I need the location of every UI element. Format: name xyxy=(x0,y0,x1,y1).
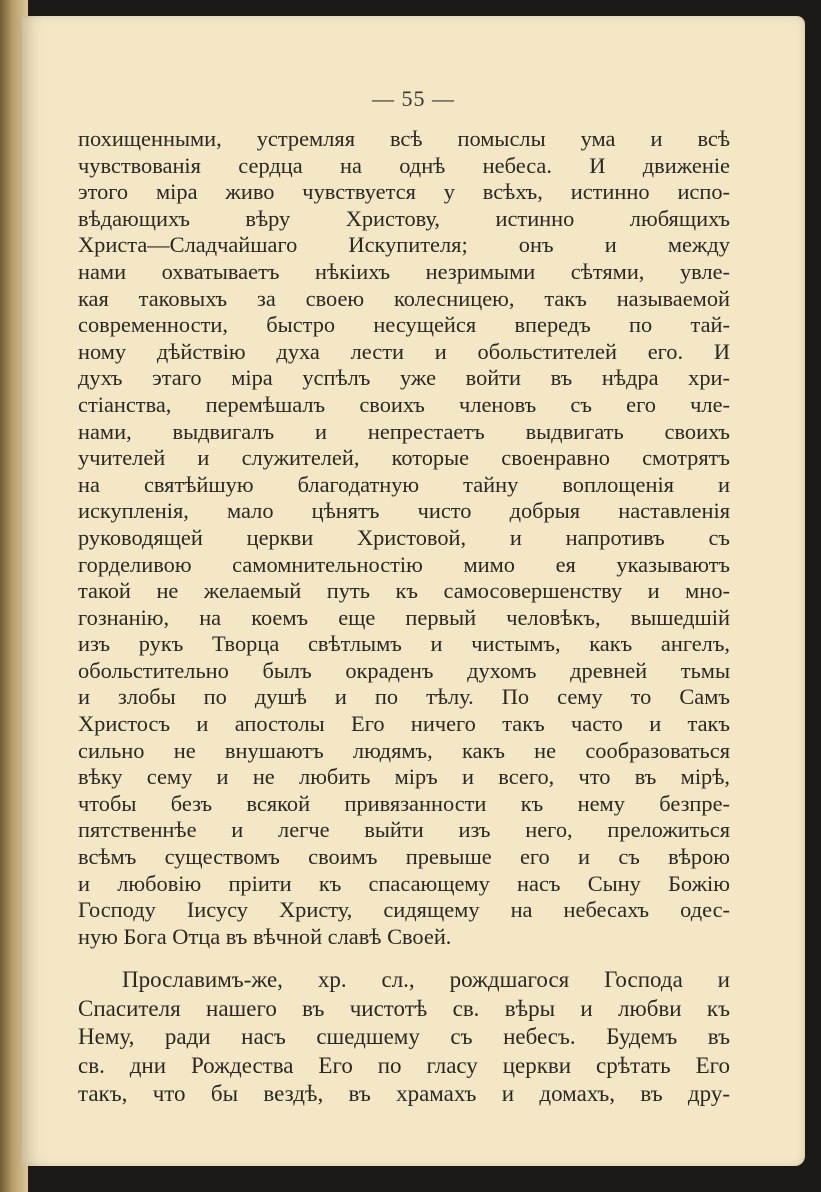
text-line: Прославимъ-же, хр. сл., рождшагося Господа и xyxy=(122,967,730,992)
text-line: ному дѣйствію духа лести и обольстителей его. И xyxy=(78,338,730,364)
text-line: обольстительно былъ окраденъ духомъ древней тьмы xyxy=(78,657,730,683)
text-line: вѣдающихъ вѣру Христову, истинно любящихъ xyxy=(78,205,730,231)
text-line: изъ рукъ Творца свѣтлымъ и чистымъ, какъ ангелъ, xyxy=(78,631,730,657)
text-line: этого міра живо чувствуется у всѣхъ, истинно испо- xyxy=(78,179,730,205)
text-line: и злобы по душѣ и по тѣлу. По сему то Самъ xyxy=(78,684,730,710)
text-line: на святѣйшую благодатную тайну воплощенія и xyxy=(78,471,730,497)
text-line: такой не желаемый путь къ самосовершенству и мно- xyxy=(78,578,730,604)
text-line: духъ этаго міра успѣлъ уже войти въ нѣдра хри- xyxy=(78,365,730,391)
text-line: и любовію пріити къ спасающему насъ Сыну Божію xyxy=(78,870,730,896)
text-line: Христа—Сладчайшаго Искупителя; онъ и между xyxy=(78,232,730,258)
text-line: такъ, что бы вездѣ, въ храмахъ и домахъ, въ дру- xyxy=(78,1081,730,1107)
text-line: кая таковыхъ за своею колесницею, такъ называемой xyxy=(78,285,730,311)
text-line: Господу Іисусу Христу, сидящему на небесахъ одес- xyxy=(78,897,730,923)
text-line: искупленія, мало цѣнятъ чисто добрыя наставленія xyxy=(78,498,730,524)
text-line: чтобы безъ всякой привязанности къ нему безпре- xyxy=(78,790,730,816)
text-line: Спасителя нашего въ чистотѣ св. вѣры и любви къ xyxy=(78,995,730,1021)
book-page xyxy=(22,16,805,1166)
text-line: стіанства, перемѣшалъ своихъ членовъ съ его чле- xyxy=(78,391,730,417)
text-line: Нему, ради насъ сшедшему съ небесъ. Будемъ въ xyxy=(78,1024,730,1050)
text-line: св. дни Рождества Его по гласу церкви срѣтать Его xyxy=(78,1052,730,1078)
paragraph-1 xyxy=(78,126,730,950)
text-line: похищенными, устремляя всѣ помыслы ума и всѣ xyxy=(78,126,730,151)
text-line: вѣку сему и не любить міръ и всего, что въ мірѣ, xyxy=(78,764,730,790)
text-line: учителей и служителей, которые своенравно смотрятъ xyxy=(78,445,730,471)
text-line: чувствованія сердца на однѣ небеса. И движеніе xyxy=(78,152,730,178)
paragraph-2 xyxy=(78,966,730,1109)
text-line: ную Бога Отца въ вѣчной славѣ Своей. xyxy=(78,923,452,949)
text-line: горделивою самомнительностію мимо ея указываютъ xyxy=(78,551,730,577)
text-line: нами охватываетъ нѣкіихъ незримыми сѣтями, увле- xyxy=(78,258,730,284)
text-line: всѣмъ существомъ своимъ превыше его и съ вѣрою xyxy=(78,844,730,870)
text-line: руководящей церкви Христовой, и напротивъ съ xyxy=(78,524,730,550)
text-line: пятственнѣе и легче выйти изъ него, преложиться xyxy=(78,817,730,843)
text-line: современности, быстро несущейся впередъ по тай- xyxy=(78,312,730,338)
text-line: нами, выдвигалъ и непрестаетъ выдвигать своихъ xyxy=(78,418,730,444)
text-line: гознанію, на коемъ еще первый человѣкъ, вышедшій xyxy=(78,604,730,630)
page-number: — 55 — xyxy=(372,86,455,111)
text-line: сильно не внушаютъ людямъ, какъ не сообразоваться xyxy=(78,737,730,763)
text-line: Христосъ и апостолы Его ничего такъ часто и такъ xyxy=(78,711,730,737)
